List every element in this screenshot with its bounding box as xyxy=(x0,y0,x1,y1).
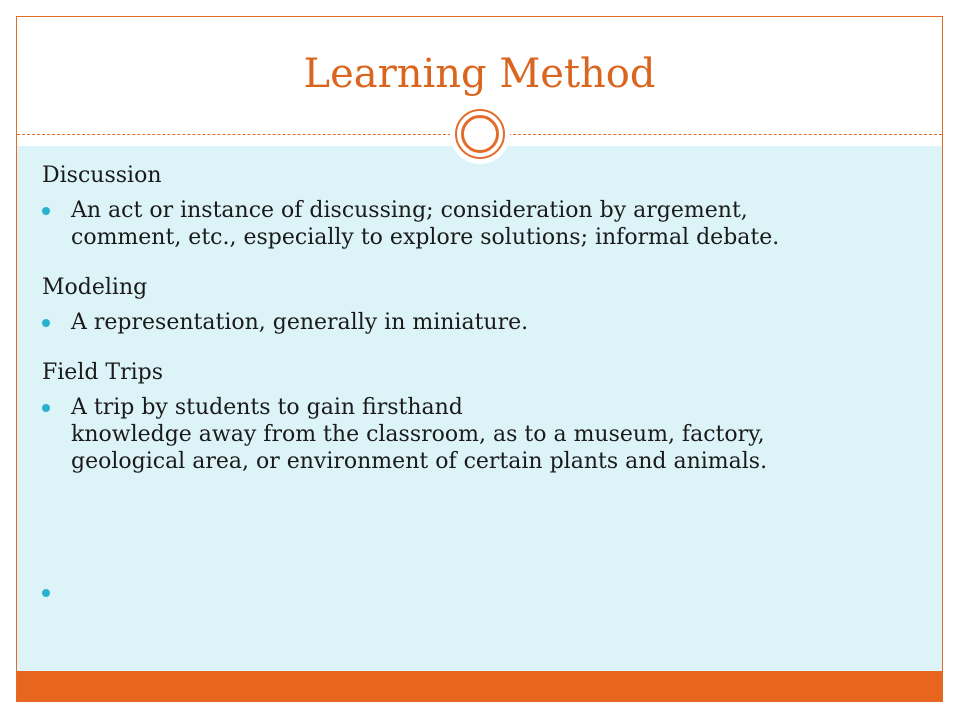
bullet-item-field-trips xyxy=(42,394,932,475)
bullet-item-modeling xyxy=(42,309,932,336)
section-heading-discussion: Discussion xyxy=(42,163,162,188)
double-circle-icon xyxy=(450,104,510,164)
inner-circle xyxy=(461,115,499,153)
bullet-item-discussion xyxy=(42,197,932,251)
bullet-text: A trip by students to gain firsthand knowledge away from the classroom, as to a museum, factory, geological area, or environment of certain plants and animals. xyxy=(71,395,768,474)
bullet-dot-icon xyxy=(42,404,50,412)
bullet-dot-icon xyxy=(42,207,50,215)
spacer xyxy=(42,251,932,274)
section-heading-field-trips: Field Trips xyxy=(42,360,164,385)
bottom-accent-band xyxy=(17,671,942,701)
bullet-dot-icon xyxy=(42,589,50,597)
spacer xyxy=(42,336,932,359)
bullet-dot-icon xyxy=(42,319,50,327)
empty-bullet-item xyxy=(42,589,62,609)
bullet-text: A representation, generally in miniature. xyxy=(71,310,529,335)
bullet-text: An act or instance of discussing; consideration by argement, comment, etc., especially to explore solutions; informal debate. xyxy=(71,198,780,250)
section-heading-modeling: Modeling xyxy=(42,275,148,300)
slide-title: Learning Method xyxy=(303,51,656,97)
slide-body xyxy=(42,162,932,475)
